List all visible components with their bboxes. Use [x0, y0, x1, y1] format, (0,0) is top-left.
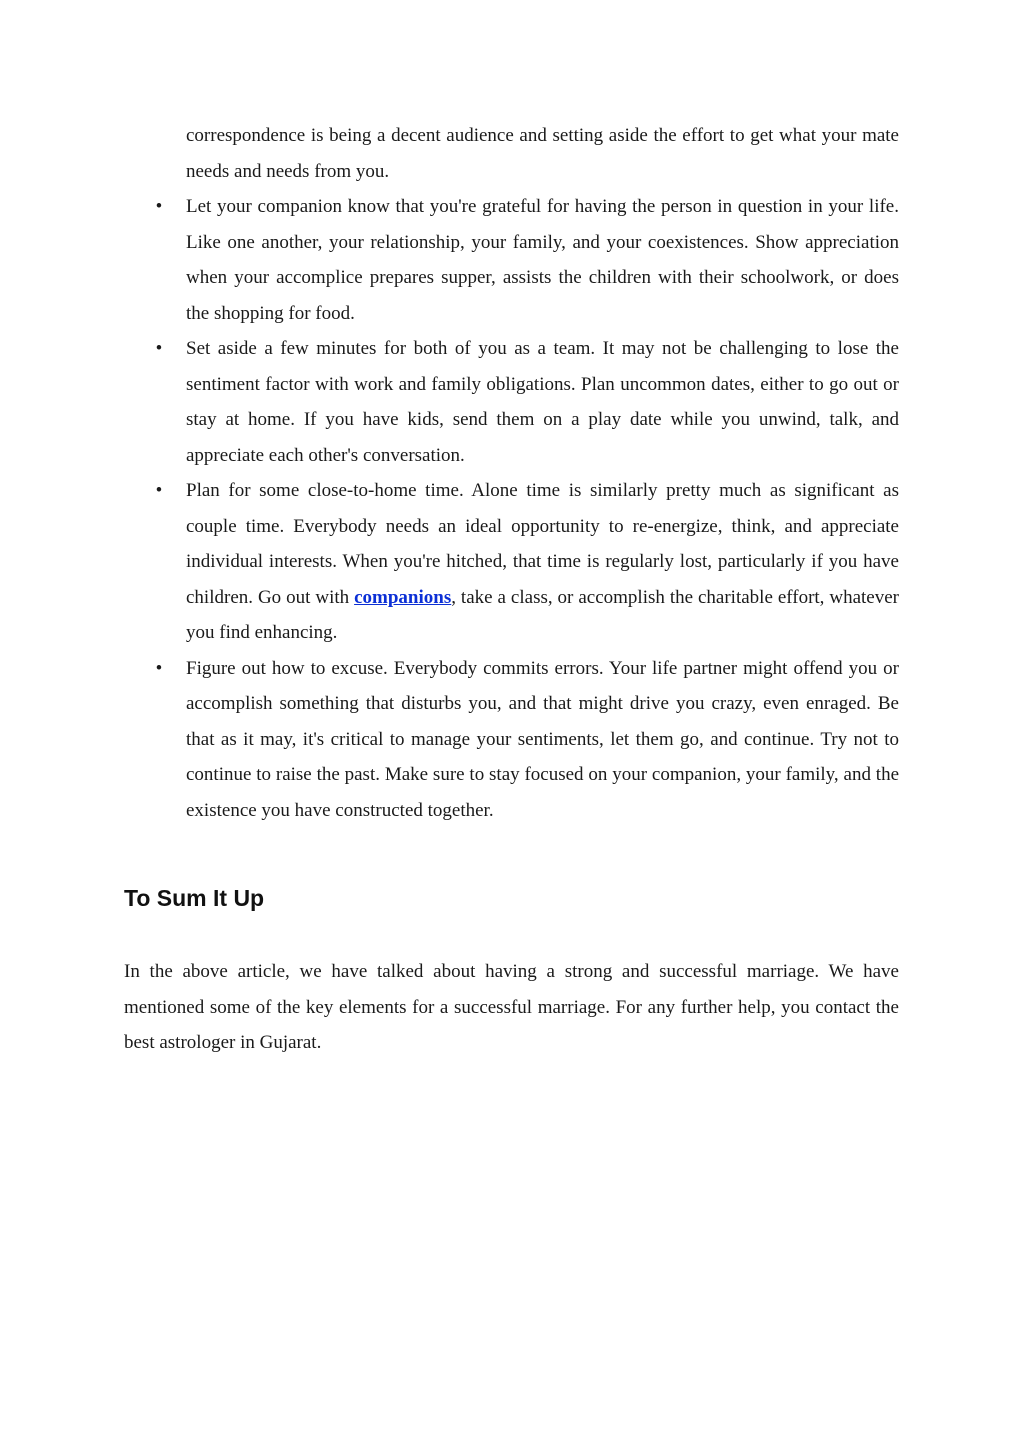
list-item-text: [186, 480, 899, 643]
bullet-list: [155, 189, 900, 828]
list-item-text: Figure out how to excuse. Everybody commits errors. Your life partner might offend you or accomplish something that disturbs you, and that might drive you crazy, even enraged. Be that as it may, it's critical to manage your sentiments, let them go, and continue. Try not to continue to raise the past. Make sure to stay focused on your companion, your family, and the existence you have constructed together.: [186, 657, 899, 821]
list-item-text-before-link: Plan for some close-to-home time. Alone time is similarly pretty much as significant as couple time. Everybody needs an ideal opportunity to re-energize, think, and appreciate individual interests. When you're hitched, that time is regularly lost, particularly if you have children. Go out with: [186, 480, 899, 608]
section-heading: To Sum It Up: [124, 885, 265, 911]
summary-paragraph: In the above article, we have talked about having a strong and successful marriage. We have mentioned some of the key elements for a successful marriage. For any further help, you contact the best astrologer in Gujarat.: [124, 961, 899, 1053]
continuation-paragraph: correspondence is being a decent audience and setting aside the effort to get what your mate needs and needs from you.: [186, 125, 899, 182]
bullet-icon: •: [155, 657, 163, 679]
list-item-text: Set aside a few minutes for both of you as a team. It may not be challenging to lose the sentiment factor with work and family obligations. Plan uncommon dates, either to go out or stay at home. If you have kids, send them on a play date while you unwind, talk, and appreciate each other's conversation.: [186, 338, 899, 466]
bullet-icon: •: [155, 480, 163, 501]
companions-link[interactable]: companions: [354, 586, 452, 608]
bullet-icon: •: [155, 196, 163, 217]
list-item: [155, 651, 899, 829]
list-item: [155, 331, 899, 473]
list-item-text-after-link: , take a class, or accomplish the charitable effort, whatever you find enhancing.: [186, 586, 900, 643]
list-item: [155, 189, 899, 331]
list-item-text: Let your companion know that you're grateful for having the person in question in your life. Like one another, your relationship, your family, and your coexistences. Show appreciation when your accomplice prepares supper, assists the children with their schoolwork, or does the shopping for food.: [186, 196, 899, 324]
bullet-icon: •: [155, 338, 163, 359]
list-item: [155, 473, 900, 651]
